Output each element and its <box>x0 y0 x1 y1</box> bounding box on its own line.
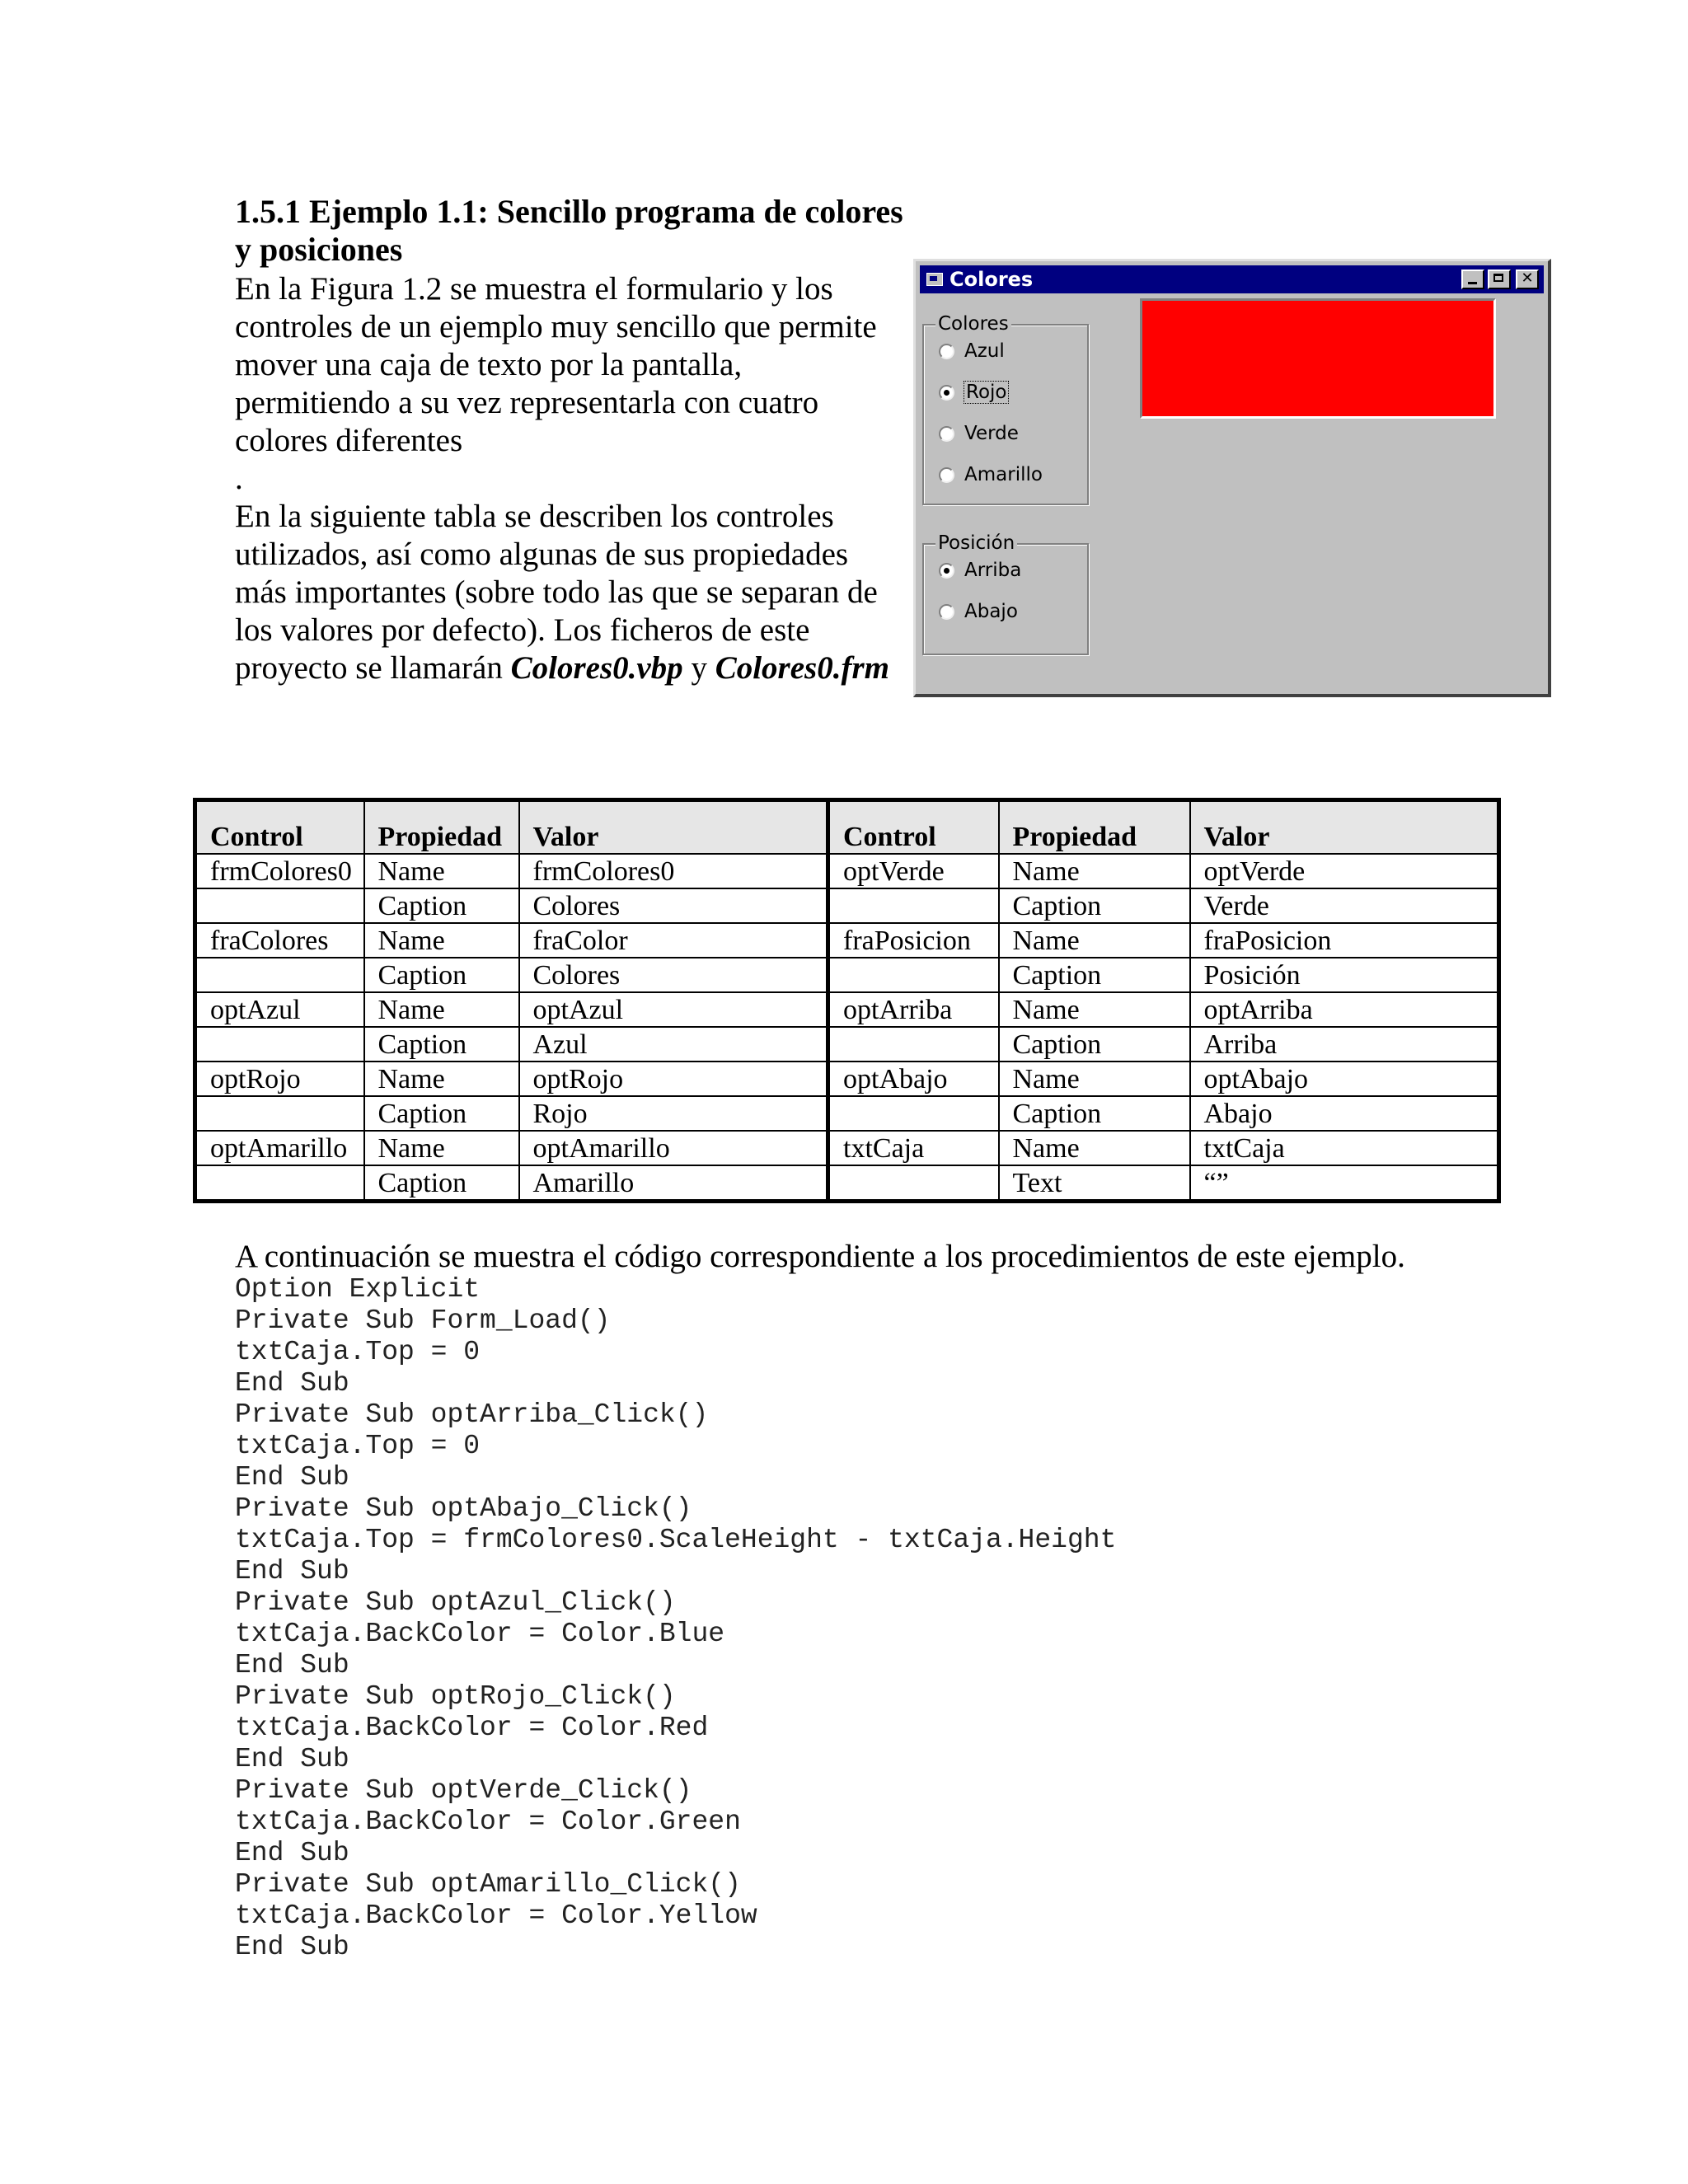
posicion-frame <box>922 532 1089 655</box>
table-cell: optVerde <box>828 854 999 888</box>
table-cell: Name <box>999 854 1190 888</box>
intro-paragraph-2-text: En la siguiente tabla se describen los controles utilizados, así como algunas de sus propiedades más importantes (sobre todo las que se separan de los valores por defecto). Los ficheros de este proyecto se llamarán <box>235 499 878 686</box>
table-cell: frmColores0 <box>195 854 364 888</box>
code-line: Private Sub optAbajo_Click() <box>235 1493 692 1524</box>
table-cell <box>195 958 364 992</box>
table-row <box>195 1062 1499 1096</box>
table-cell: Name <box>364 992 519 1027</box>
radio-abajo[interactable] <box>939 604 954 620</box>
code-line: txtCaja.BackColor = Color.Green <box>235 1807 741 1837</box>
option-verde[interactable] <box>939 421 1019 446</box>
table-cell: “” <box>1190 1165 1499 1202</box>
option-azul-label: Azul <box>964 340 1005 362</box>
code-line: End Sub <box>235 1556 349 1586</box>
table-cell: optAmarillo <box>519 1131 828 1165</box>
option-azul[interactable] <box>939 339 1005 363</box>
table-cell: Caption <box>364 888 519 923</box>
code-line: End Sub <box>235 1932 349 1962</box>
table-cell: Name <box>364 854 519 888</box>
table-cell: Caption <box>364 958 519 992</box>
table-cell: Caption <box>364 1096 519 1131</box>
table-row <box>195 958 1499 992</box>
header-control-2: Control <box>828 800 999 855</box>
table-cell: txtCaja <box>1190 1131 1499 1165</box>
code-line: txtCaja.BackColor = Color.Yellow <box>235 1900 757 1931</box>
table-cell: Abajo <box>1190 1096 1499 1131</box>
table-cell: fraPosicion <box>1190 923 1499 958</box>
table-cell <box>195 1096 364 1131</box>
table-cell: txtCaja <box>828 1131 999 1165</box>
table-cell: fraColores <box>195 923 364 958</box>
table-cell <box>195 888 364 923</box>
table-row <box>195 854 1499 888</box>
radio-arriba[interactable] <box>939 563 954 579</box>
option-rojo[interactable] <box>939 380 1008 405</box>
table-cell <box>828 958 999 992</box>
code-line: txtCaja.BackColor = Color.Red <box>235 1713 709 1743</box>
code-line: txtCaja.Top = frmColores0.ScaleHeight - txtCaja.Height <box>235 1525 1117 1555</box>
section-heading <box>235 193 919 269</box>
table-row <box>195 1096 1499 1131</box>
header-propiedad-1: Propiedad <box>364 800 519 855</box>
radio-azul[interactable] <box>939 344 954 359</box>
table-cell: optAbajo <box>828 1062 999 1096</box>
table-cell: Name <box>364 923 519 958</box>
colores-form-window <box>913 259 1551 697</box>
table-cell: optArriba <box>828 992 999 1027</box>
code-line: txtCaja.BackColor = Color.Blue <box>235 1619 725 1649</box>
window-title: Colores <box>950 268 1034 291</box>
table-cell: Caption <box>999 1027 1190 1062</box>
table-cell: Name <box>364 1131 519 1165</box>
table-cell: Colores <box>519 888 828 923</box>
header-valor-1: Valor <box>519 800 828 855</box>
vbp-filename: Colores0.vbp <box>510 650 683 686</box>
table-cell: Colores <box>519 958 828 992</box>
option-arriba[interactable] <box>939 558 1021 583</box>
intro-text <box>235 270 894 687</box>
table-row <box>195 1165 1499 1202</box>
table-cell: Caption <box>364 1165 519 1202</box>
code-line: End Sub <box>235 1462 349 1493</box>
txtcaja-textbox[interactable] <box>1140 298 1496 419</box>
frm-filename: Colores0.frm <box>715 650 889 686</box>
code-line: End Sub <box>235 1650 349 1680</box>
table-cell: optAbajo <box>1190 1062 1499 1096</box>
table-cell <box>828 1096 999 1131</box>
table-cell <box>828 1027 999 1062</box>
table-cell: Caption <box>364 1027 519 1062</box>
table-row <box>195 888 1499 923</box>
section-title-line2: y posiciones <box>235 231 403 268</box>
table-cell: optRojo <box>195 1062 364 1096</box>
intro-dot: . <box>235 461 243 496</box>
table-cell: optAzul <box>195 992 364 1027</box>
table-cell: optVerde <box>1190 854 1499 888</box>
table-cell: Amarillo <box>519 1165 828 1202</box>
code-line: Private Sub optRojo_Click() <box>235 1681 676 1712</box>
table-cell: Caption <box>999 1096 1190 1131</box>
code-line: Option Explicit <box>235 1274 481 1305</box>
table-cell: Name <box>999 992 1190 1027</box>
option-amarillo[interactable] <box>939 462 1043 487</box>
table-body <box>195 854 1499 1202</box>
table-cell: Rojo <box>519 1096 828 1131</box>
header-propiedad-2: Propiedad <box>999 800 1190 855</box>
radio-amarillo[interactable] <box>939 467 954 483</box>
table-cell: Verde <box>1190 888 1499 923</box>
controls-properties-table <box>193 798 1501 1203</box>
minimize-button[interactable] <box>1461 269 1484 289</box>
table-cell <box>828 1165 999 1202</box>
code-line: End Sub <box>235 1838 349 1868</box>
code-line: txtCaja.Top = 0 <box>235 1431 481 1461</box>
table-cell <box>828 888 999 923</box>
close-button[interactable]: ✕ <box>1516 269 1539 289</box>
table-cell <box>195 1027 364 1062</box>
table-cell: Caption <box>999 888 1190 923</box>
code-listing <box>235 1274 1116 1963</box>
window-titlebar[interactable] <box>920 265 1544 293</box>
intro-paragraph-2 <box>235 498 894 687</box>
table-cell: Name <box>999 1131 1190 1165</box>
table-cell: Posición <box>1190 958 1499 992</box>
table-cell: optAmarillo <box>195 1131 364 1165</box>
code-line: Private Sub optAzul_Click() <box>235 1587 676 1618</box>
table-row <box>195 923 1499 958</box>
table-cell: optArriba <box>1190 992 1499 1027</box>
intro-paragraph-1: En la Figura 1.2 se muestra el formulario y los controles de un ejemplo muy sencillo que permite mover una caja de texto por la pantalla, permitiendo a su vez representarla con cuatro colores diferentes <box>235 271 877 458</box>
table-cell <box>195 1165 364 1202</box>
table-cell: Text <box>999 1165 1190 1202</box>
code-line: Private Sub optArriba_Click() <box>235 1399 709 1430</box>
table-row <box>195 1131 1499 1165</box>
table-row <box>195 992 1499 1027</box>
table-cell: Name <box>364 1062 519 1096</box>
table-cell: fraColor <box>519 923 828 958</box>
header-valor-2: Valor <box>1190 800 1499 855</box>
option-abajo-label: Abajo <box>964 601 1018 622</box>
code-line: Private Sub Form_Load() <box>235 1305 611 1336</box>
table-cell: frmColores0 <box>519 854 828 888</box>
form-icon <box>926 273 943 286</box>
table-cell: Name <box>999 1062 1190 1096</box>
table-row <box>195 1027 1499 1062</box>
code-line: Private Sub optVerde_Click() <box>235 1775 692 1806</box>
radio-rojo[interactable] <box>939 385 954 401</box>
table-cell: fraPosicion <box>828 923 999 958</box>
colores-frame <box>922 313 1089 505</box>
option-abajo[interactable] <box>939 599 1018 624</box>
radio-verde[interactable] <box>939 426 954 442</box>
table-cell: Caption <box>999 958 1190 992</box>
posicion-frame-caption: Posición <box>935 532 1017 555</box>
table-cell: Arriba <box>1190 1027 1499 1062</box>
option-amarillo-label: Amarillo <box>964 464 1043 485</box>
code-intro: A continuación se muestra el código correspondiente a los procedimientos de este ejemplo. <box>235 1239 1405 1274</box>
option-verde-label: Verde <box>964 423 1019 444</box>
table-cell: optAzul <box>519 992 828 1027</box>
header-control-1: Control <box>195 800 364 855</box>
code-line: txtCaja.Top = 0 <box>235 1337 481 1367</box>
maximize-button[interactable] <box>1488 269 1511 289</box>
option-rojo-label: Rojo <box>966 382 1007 403</box>
code-line: Private Sub optAmarillo_Click() <box>235 1869 741 1900</box>
code-line: End Sub <box>235 1368 349 1399</box>
option-arriba-label: Arriba <box>964 560 1022 581</box>
table-cell: optRojo <box>519 1062 828 1096</box>
code-line: End Sub <box>235 1744 349 1774</box>
colores-frame-caption: Colores <box>935 312 1011 335</box>
table-cell: Azul <box>519 1027 828 1062</box>
intro-conjunction: y <box>682 650 715 686</box>
section-title-line1: 1.5.1 Ejemplo 1.1: Sencillo programa de colores <box>235 193 903 230</box>
table-cell: Name <box>999 923 1190 958</box>
table-header-row <box>195 800 1499 855</box>
